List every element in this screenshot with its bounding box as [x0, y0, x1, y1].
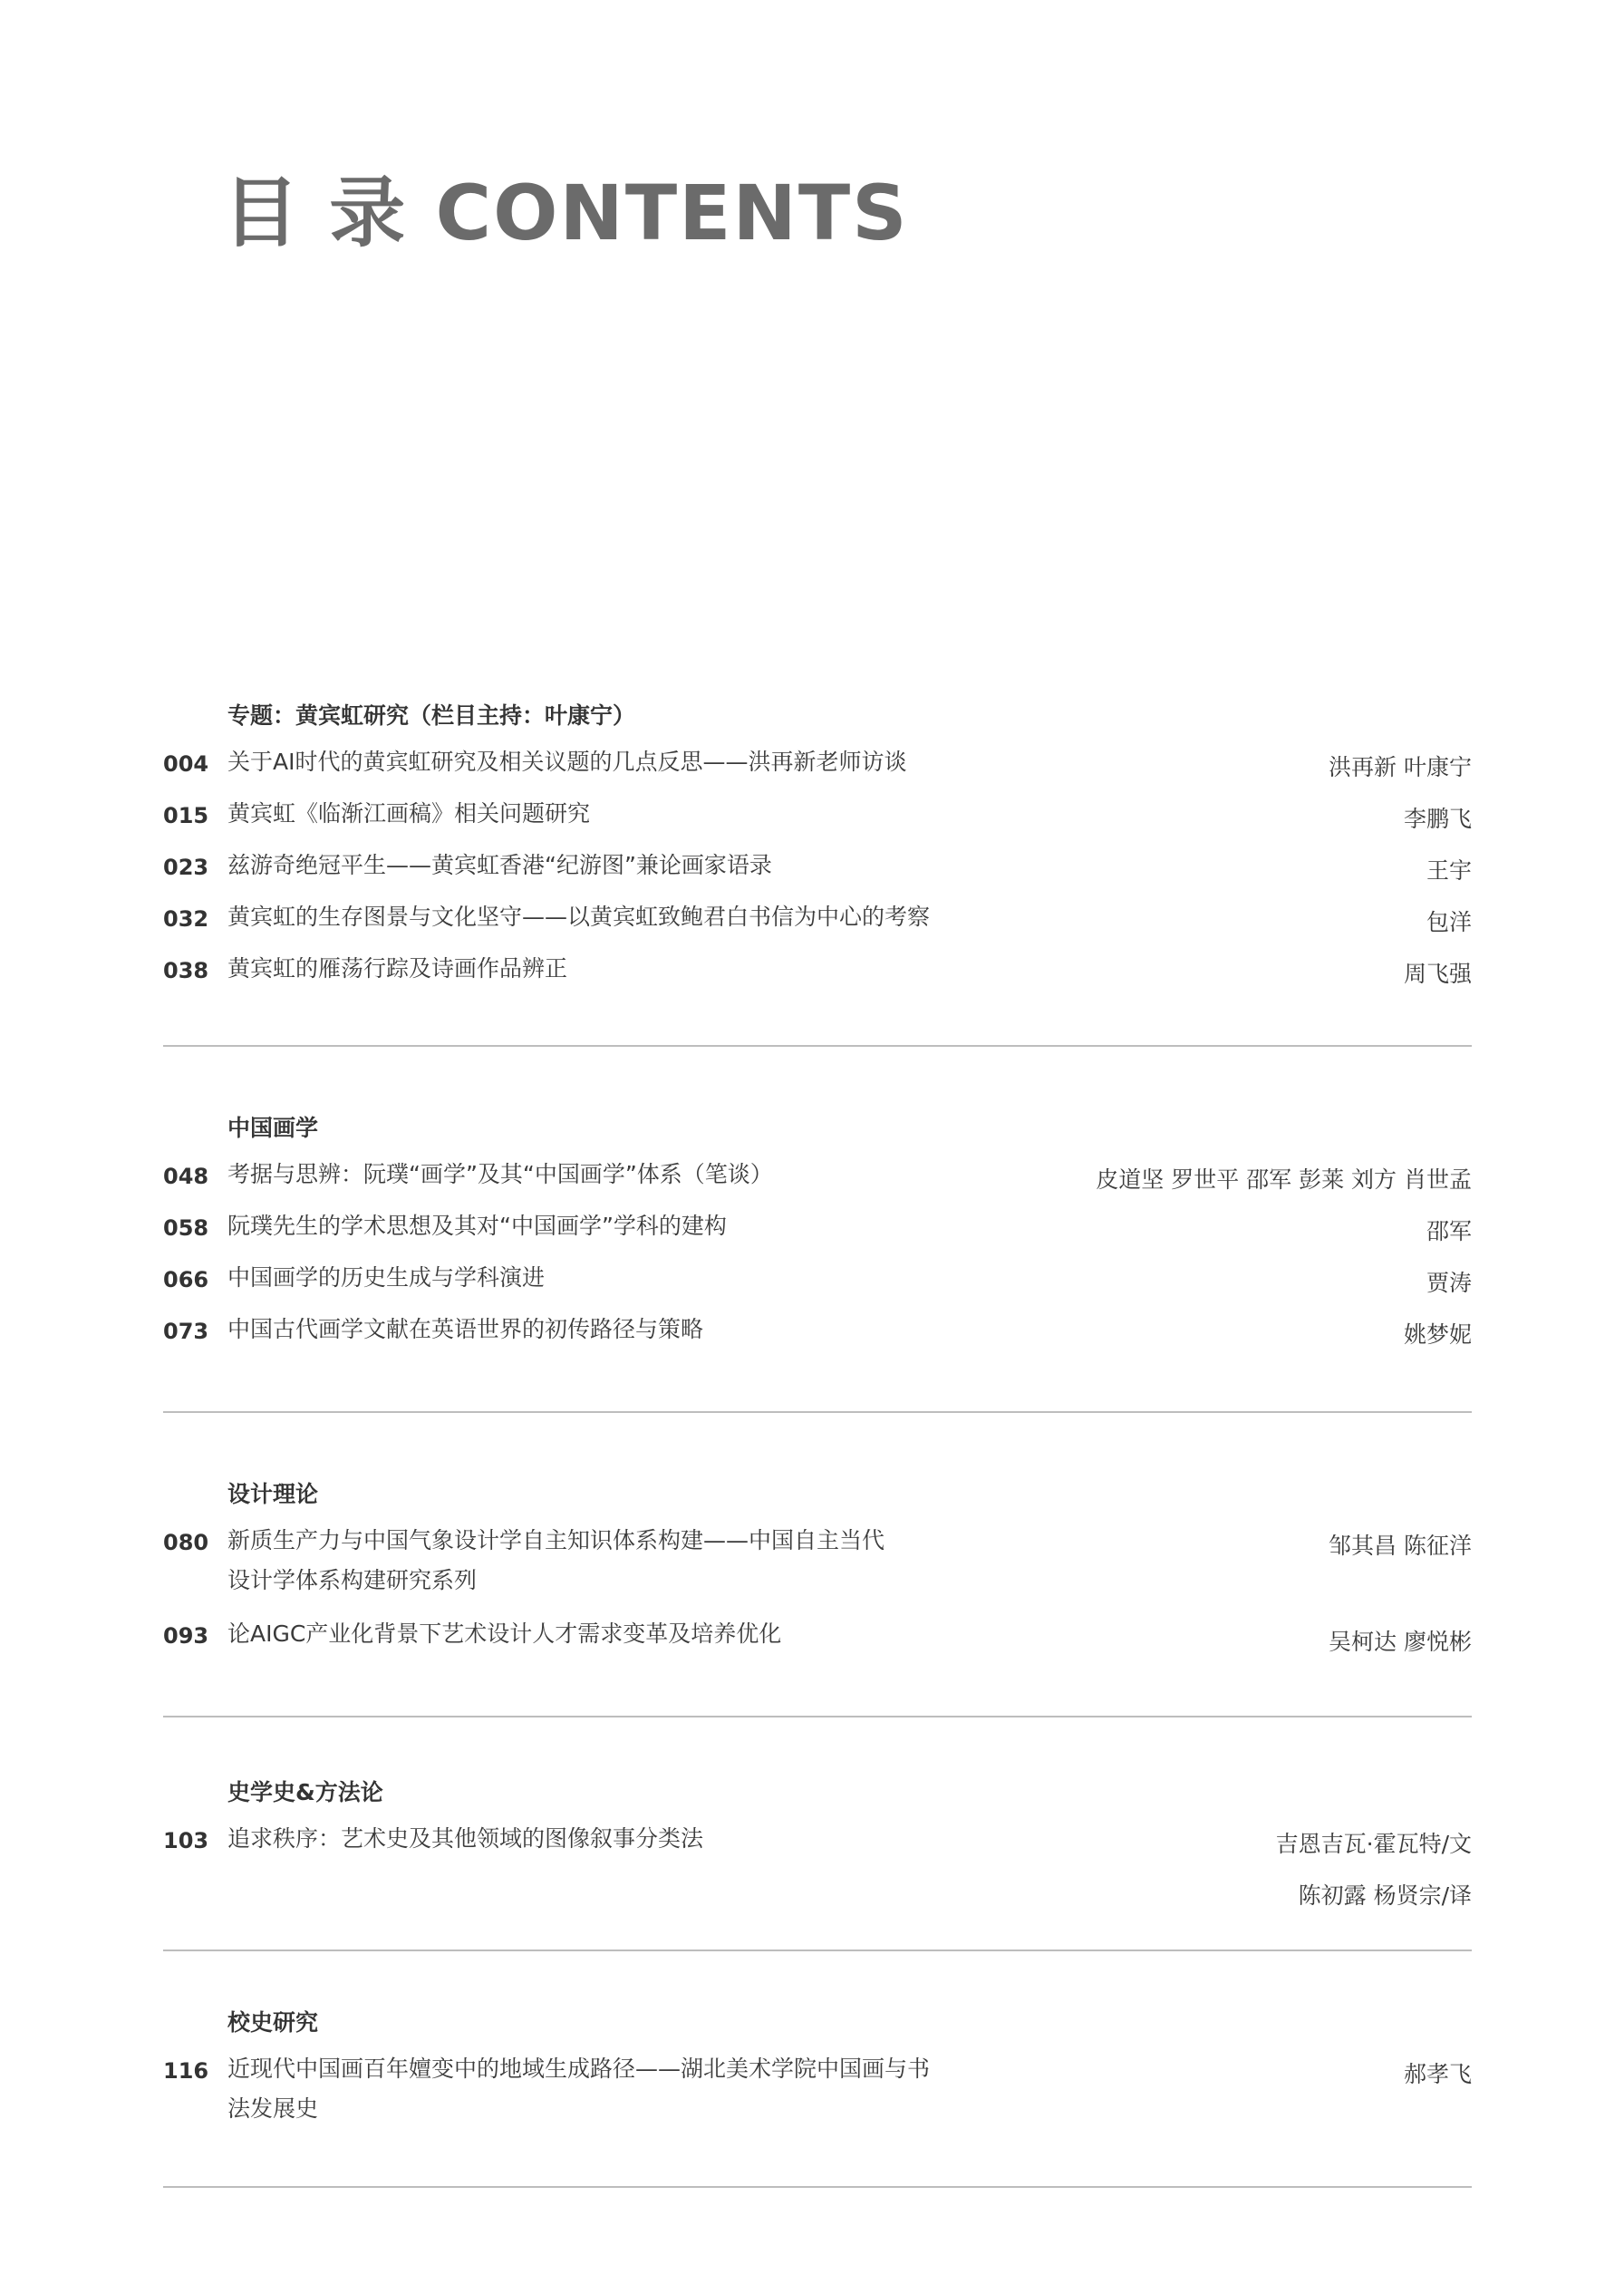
entry-author: 周飞强: [1403, 961, 1472, 987]
entry-author: 邵军: [1426, 1218, 1472, 1244]
page-number: 048: [163, 1164, 209, 1189]
entry-title: 阮璞先生的学术思想及其对“中国画学”学科的建构: [227, 1213, 727, 1239]
section-divider: [163, 1950, 1472, 1951]
page-title: 目 录 CONTENTS: [223, 169, 909, 257]
entry-title: 黄宾虹的生存图景与文化坚守——以黄宾虹致鲍君白书信为中心的考察: [227, 904, 931, 930]
page-number: 023: [163, 855, 209, 880]
section-heading: 校史研究: [227, 2009, 319, 2036]
entry-author: 皮道坚 罗世平 邵军 彭莱 刘方 肖世孟: [1096, 1166, 1472, 1193]
section-heading: 中国画学: [227, 1115, 319, 1141]
section-divider: [163, 2186, 1472, 2188]
entry-title: 近现代中国画百年嬗变中的地域生成路径——湖北美术学院中国画与书 法发展史: [227, 2056, 931, 2122]
entry-title: 黄宾虹的雁荡行踪及诗画作品辨正: [227, 955, 568, 982]
entry-author: 包洋: [1426, 909, 1472, 935]
section-divider: [163, 1716, 1472, 1717]
entry-author: 郝孝飞: [1403, 2061, 1472, 2087]
section-divider: [163, 1411, 1472, 1413]
entry-author: 邹其昌 陈征洋: [1329, 1533, 1472, 1559]
entry-title: 黄宾虹《临渐江画稿》相关问题研究: [227, 800, 591, 827]
entry-author: 吉恩吉瓦·霍瓦特/文: [1275, 1831, 1472, 1857]
page-number: 093: [163, 1623, 209, 1649]
entry-title: 考据与思辨：阮璞“画学”及其“中国画学”体系（笔谈）: [227, 1161, 773, 1187]
page-number: 116: [163, 2058, 209, 2084]
page-number: 058: [163, 1215, 209, 1241]
translator-credit: 陈初露 杨贤宗/译: [1298, 1882, 1472, 1909]
section-heading: 史学史&方法论: [227, 1779, 383, 1805]
section-heading: 设计理论: [227, 1481, 319, 1507]
entry-title: 新质生产力与中国气象设计学自主知识体系构建——中国自主当代 设计学体系构建研究系列: [227, 1527, 885, 1593]
page-number: 015: [163, 803, 209, 828]
page-number: 032: [163, 906, 209, 932]
entry-title: 关于AI时代的黄宾虹研究及相关议题的几点反思——洪再新老师访谈: [227, 749, 907, 775]
entry-title: 兹游奇绝冠平生——黄宾虹香港“纪游图”兼论画家语录: [227, 852, 772, 878]
page-number: 103: [163, 1828, 209, 1853]
entry-title: 追求秩序：艺术史及其他领域的图像叙事分类法: [227, 1825, 704, 1852]
entry-author: 贾涛: [1426, 1270, 1472, 1296]
entry-title: 中国古代画学文献在英语世界的初传路径与策略: [227, 1316, 704, 1342]
entry-author: 王宇: [1426, 857, 1472, 884]
entry-author: 李鹏飞: [1403, 806, 1472, 832]
entry-author: 姚梦妮: [1403, 1321, 1472, 1348]
entry-title: 论AIGC产业化背景下艺术设计人才需求变革及培养优化: [227, 1621, 782, 1647]
entry-author: 洪再新 叶康宁: [1329, 754, 1472, 780]
page-number: 073: [163, 1319, 209, 1344]
page-number: 080: [163, 1530, 209, 1555]
page-number: 004: [163, 751, 209, 777]
entry-author: 吴柯达 廖悦彬: [1329, 1629, 1472, 1655]
section-divider: [163, 1045, 1472, 1047]
page-number: 066: [163, 1267, 209, 1292]
page-number: 038: [163, 958, 209, 983]
entry-title: 中国画学的历史生成与学科演进: [227, 1264, 546, 1291]
section-heading: 专题：黄宾虹研究（栏目主持：叶康宁）: [227, 702, 636, 729]
